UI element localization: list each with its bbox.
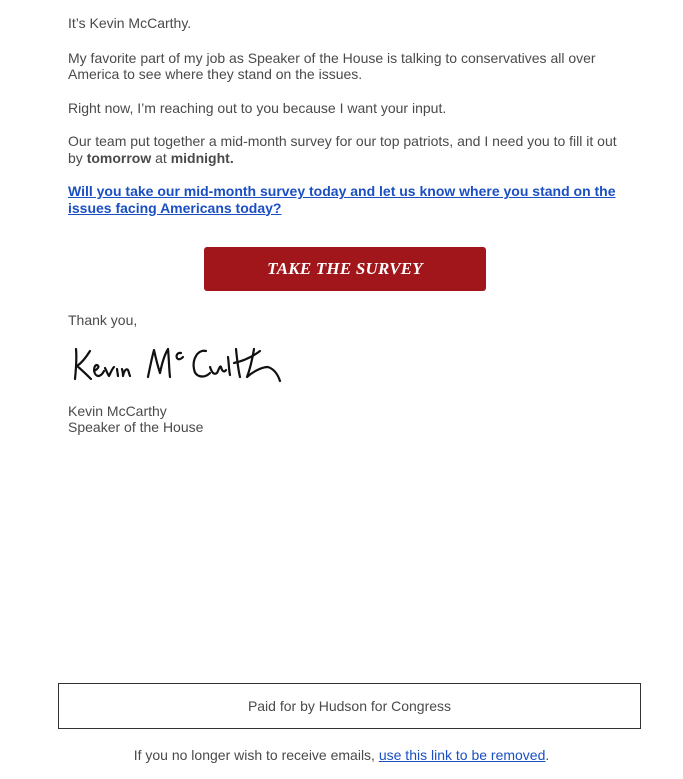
signature-icon — [68, 337, 288, 397]
deadline-paragraph — [68, 133, 628, 166]
take-survey-button[interactable]: TAKE THE SURVEY — [204, 247, 486, 291]
signature-name: Kevin McCarthy — [68, 402, 167, 419]
closing-text: Thank you, — [68, 312, 138, 328]
unsubscribe-text: If you no longer wish to receive emails, — [133, 747, 379, 763]
input-paragraph: Right now, I’m reaching out to you because I want your input. — [68, 99, 447, 116]
deadline-time: midnight. — [170, 149, 234, 166]
intro-paragraph: My favorite part of my job as Speaker of the House is talking to conservatives all over America to see where they stand on the issues. — [68, 49, 596, 82]
survey-link[interactable]: Will you take our mid-month survey today and let us know where you stand on the issues facing Americans today? — [68, 183, 616, 216]
deadline-day: tomorrow — [86, 149, 152, 166]
cta-container — [65, 247, 625, 291]
signature-title: Speaker of the House — [68, 419, 204, 435]
unsubscribe-link[interactable]: use this link to be removed — [378, 747, 546, 763]
unsubscribe-line — [0, 747, 683, 764]
email-body — [68, 15, 628, 436]
greeting-text: It’s Kevin McCarthy. — [68, 15, 192, 31]
unsubscribe-period: . — [545, 747, 550, 763]
deadline-connector: at — [151, 149, 171, 166]
paid-for-disclaimer: Paid for by Hudson for Congress — [58, 683, 641, 729]
deadline-text: Our team put together a mid-month survey for our top patriots, and I need you to fill it out by — [68, 133, 617, 166]
